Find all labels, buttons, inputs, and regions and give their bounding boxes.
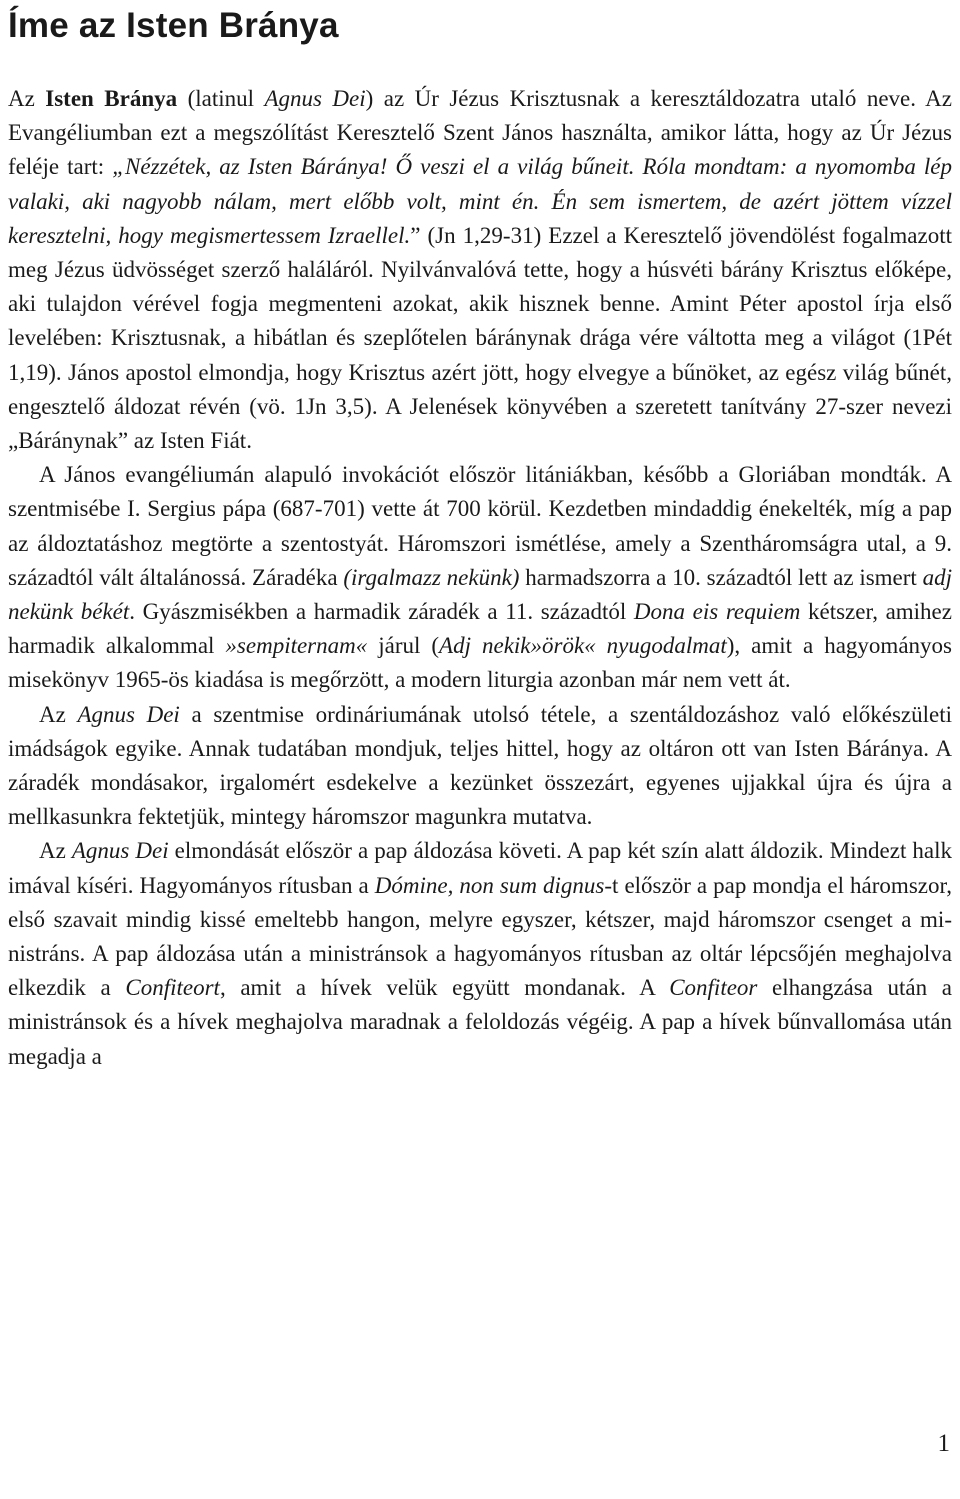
- page-number: 1: [937, 1430, 950, 1457]
- italic-text: Dómine, non sum dignus: [374, 872, 605, 898]
- text-run: a szentmise ordináriumának utolsó tétele, a szentáldozáshoz való előkészületi imádságok egyike. Annak tudatában mondjuk, teljes hittel, hogy az oltáron ott van Isten Báránya. A záradék mondásakor, irgalomért esdekelve a kezünket összezárt, egyenes ujjakkal újra és újra a mellkasunkra fektetjük, mintegy háromszor magunkra mutatva.: [8, 701, 952, 830]
- page-title: Íme az Isten Bránya: [8, 6, 339, 45]
- italic-text: Agnus Dei: [71, 838, 169, 864]
- text-run: ” (Jn 1,29-31) Ezzel a Keresztelő jövendölést fogalmazott meg Jézus üdvösséget szerző haláláról. Nyilvánvalóvá tette, hogy a húsvéti bárány Krisztus előképe, aki tulajdon vérével fogja megmenteni azokat, akik hisznek benne. Amint Péter apostol írja első levelében: Krisztusnak, a hibátlan és szeplőtelen báránynak drága vére váltotta meg a világot (1Pét 1,19). János apostol elmondja, hogy Krisztus azért jött, hogy elvegye a bűnöket, az egész világ bűnét, engesztelő áldozat révén (vö. 1Jn 3,5). A Jelenések könyvében a szeretett tanítvány 27-szer nevezi „Báránynak” az Isten Fiát.: [8, 222, 952, 454]
- text-run: elhangzása után a ministránsok és a hívek meghajolva maradnak a feloldozás végéig. A pap a hívek bűnvallomása után megadja a: [8, 975, 952, 1069]
- text-run: A János evangéliumán alapuló invokációt először litániákban, később a Gloriában mondták. A szentmisébe I. Sergius pápa (687-701) vette át 700 körül. Kezdetben mindaddig énekelték, míg a pap az áldoztatáshoz megtörte a szentostyát. Háromszori ismétlése, amely a Szentháromságra utal, a 9. századtól vált általánossá. Záradéka: [8, 462, 952, 590]
- paragraph: [8, 82, 952, 458]
- italic-text: (irgalmazz nekünk): [343, 564, 520, 590]
- text-run: Az: [39, 701, 78, 727]
- italic-text: Dona eis requiem: [633, 599, 801, 625]
- italic-text: Confiteort: [125, 975, 220, 1001]
- italic-text: Adj nekik»örök« nyugodalmat: [439, 633, 727, 659]
- italic-text: »sempiternam«: [225, 633, 368, 659]
- text-run: . Gyászmisékben a harmadik záradék a 11. századtól: [129, 599, 634, 625]
- document-page: [8, 0, 952, 1074]
- body-text: [8, 82, 952, 1074]
- text-run: Az: [8, 86, 46, 111]
- text-run: Az: [39, 838, 72, 864]
- text-run: , amit a hívek velük együtt mondanak. A: [219, 975, 670, 1001]
- text-run: harmadszorra a 10. századtól lett az ismert: [519, 564, 923, 590]
- text-run: (latinul: [177, 86, 265, 111]
- text-run: kétszer, amihez harmadik alkalommal: [8, 599, 952, 659]
- italic-text: adj nekünk békét: [8, 564, 952, 625]
- text-run: ), amit a hagyományos misekönyv 1965-ös kiadása is megőrzött, a modern liturgia azonban már nem vett át.: [8, 633, 952, 693]
- paragraph: [8, 458, 952, 697]
- italic-text: Agnus Dei: [77, 701, 180, 727]
- italic-text: Confiteor: [669, 975, 758, 1001]
- paragraph: [8, 698, 952, 835]
- paragraph: [8, 834, 952, 1073]
- bold-text: Isten Bránya: [45, 86, 178, 111]
- text-run: járul (: [367, 633, 440, 659]
- text-run: elmondását először a pap áldozása követi. A pap két szín alatt áldozik. Mindezt halk imával kíséri. Hagyományos rítusban a: [8, 838, 952, 898]
- text-run: -t először a pap mondja el háromszor, első szavait mindig kissé emeltebb hangon, melyre egyszer, kétszer, majd háromszor csenget a ministráns. A pap áldozása után a ministránsok a hagyományos rítusban az oltár lépcsőjén meghajolva elkezdik a: [8, 872, 952, 1001]
- text-run: ) az Úr Jézus Krisztusnak a keresztáldozatra utaló neve. Az Evangéliumban ezt a megszólítást Keresztelő Szent János használta, amikor látta, hogy az Úr Jézus feléje tart:: [8, 86, 952, 180]
- italic-text: Agnus Dei: [264, 86, 366, 111]
- italic-text: „Nézzétek, az Isten Báránya! Ő veszi el a világ bűneit. Róla mondtam: a nyomomba lép valaki, aki nagyobb nálam, mert előbb volt, mint én. Én sem ismertem, de azért jöttem vízzel keresztelni, hogy megismertessem Izraellel.: [8, 154, 952, 248]
